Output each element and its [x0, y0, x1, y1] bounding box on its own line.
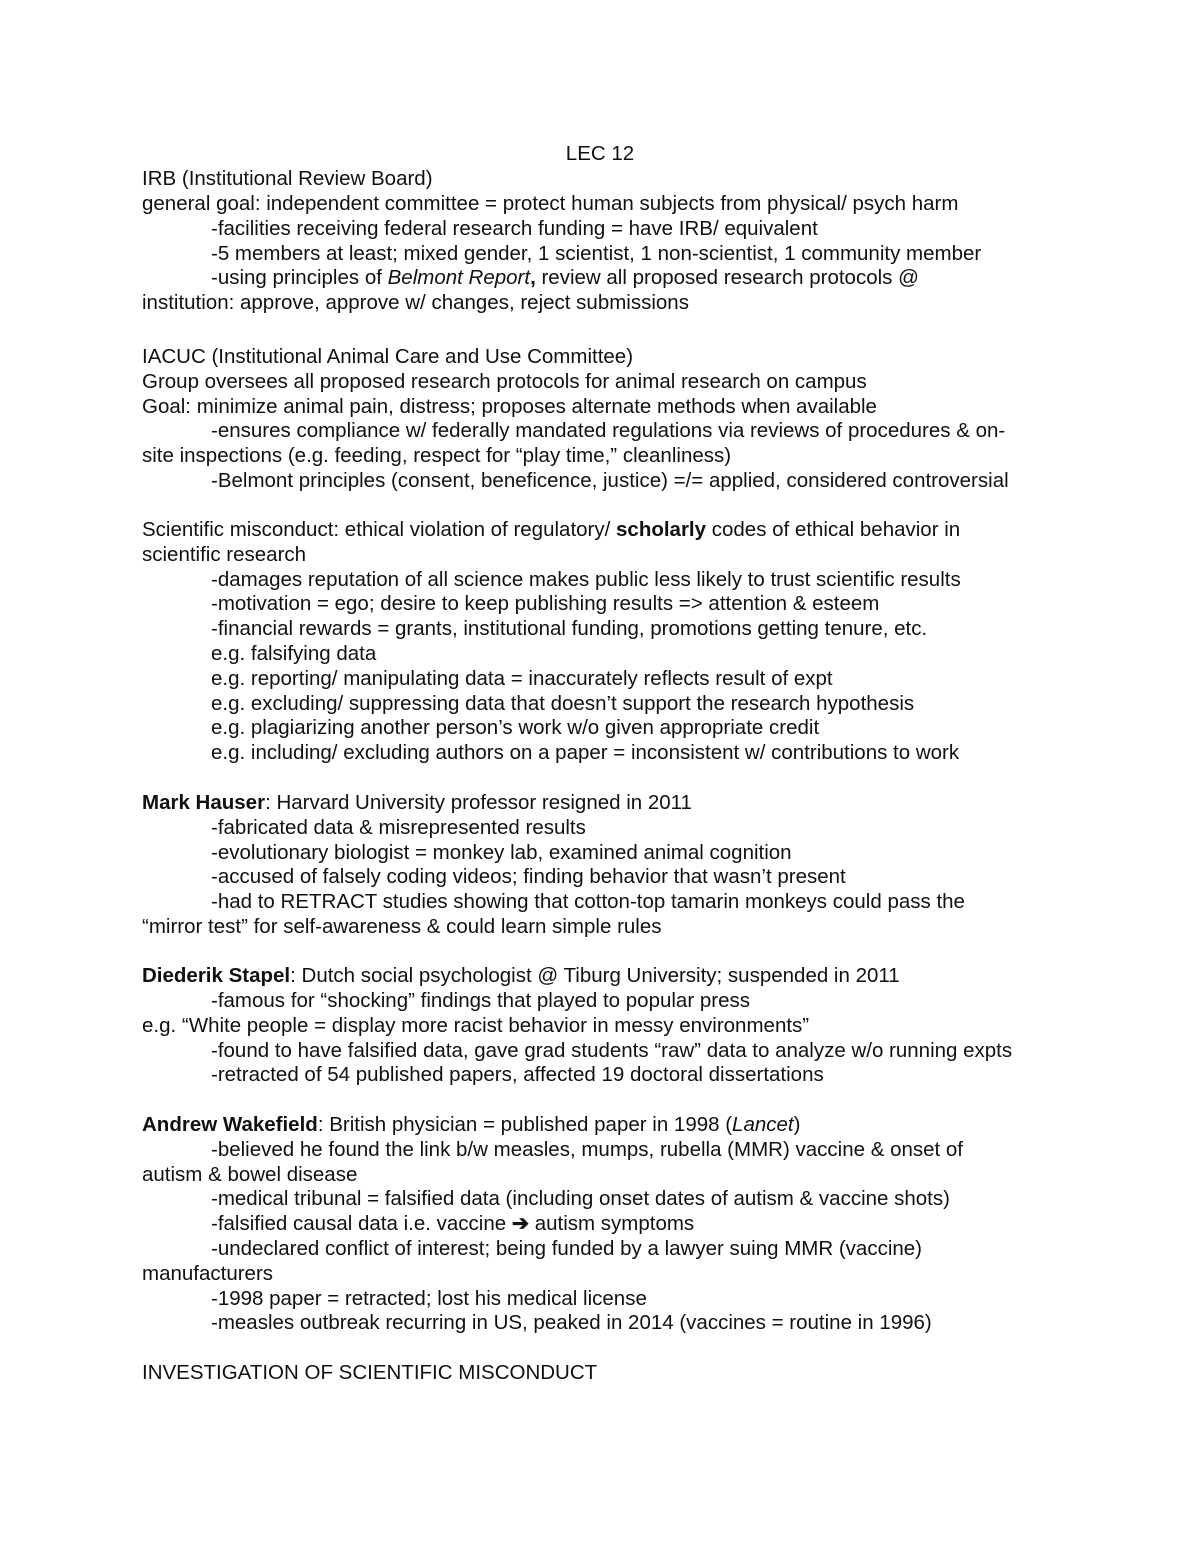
- hauser-item: -fabricated data & misrepresented results: [211, 816, 586, 839]
- misconduct-definition-continued: scientific research: [142, 543, 307, 566]
- misconduct-def-post: codes of ethical behavior in: [706, 518, 961, 541]
- irb-bullet-principles: [211, 266, 919, 290]
- hauser-name: Mark Hauser: [142, 791, 266, 814]
- wakefield-causal-post: autism symptoms: [529, 1212, 695, 1235]
- wakefield-bullet-tribunal: -medical tribunal = falsified data (including onset dates of autism & vaccine shots): [211, 1187, 950, 1210]
- misconduct-definition: [142, 518, 960, 542]
- wakefield-bullet-causal: [211, 1212, 694, 1236]
- misconduct-item: e.g. reporting/ manipulating data = inaccurately reflects result of expt: [211, 667, 833, 690]
- irb-goal: general goal: independent committee = protect human subjects from physical/ psych harm: [142, 192, 959, 215]
- iacuc-bullet-belmont: -Belmont principles (consent, beneficence, justice) =/= applied, considered controversial: [211, 469, 1009, 492]
- belmont-report-title: Belmont Report: [387, 266, 531, 289]
- misconduct-def-pre: Scientific misconduct: ethical violation of regulatory/: [142, 518, 617, 541]
- irb-bullet-members: -5 members at least; mixed gender, 1 scientist, 1 non-scientist, 1 community member: [211, 242, 982, 265]
- misconduct-def-bold: scholarly: [616, 518, 707, 541]
- lancet-title: Lancet: [732, 1113, 794, 1136]
- stapel-heading: [142, 964, 900, 988]
- hauser-item: -evolutionary biologist = monkey lab, examined animal cognition: [211, 841, 792, 864]
- wakefield-desc-post: ): [793, 1113, 801, 1136]
- iacuc-heading: IACUC (Institutional Animal Care and Use Committee): [142, 345, 634, 368]
- stapel-example: e.g. “White people = display more racist behavior in messy environments”: [142, 1014, 810, 1037]
- investigation-heading: INVESTIGATION OF SCIENTIFIC MISCONDUCT: [142, 1361, 598, 1384]
- iacuc-oversight: Group oversees all proposed research protocols for animal research on campus: [142, 370, 867, 393]
- hauser-item-continued: “mirror test” for self-awareness & could learn simple rules: [142, 915, 662, 938]
- misconduct-item: -motivation = ego; desire to keep publishing results => attention & esteem: [211, 592, 880, 615]
- wakefield-heading: [142, 1113, 800, 1137]
- misconduct-item: -financial rewards = grants, institutional funding, promotions getting tenure, etc.: [211, 617, 928, 640]
- stapel-bullet-retracted: -retracted of 54 published papers, affected 19 doctoral dissertations: [211, 1063, 824, 1086]
- hauser-desc: : Harvard University professor resigned in 2011: [265, 791, 692, 814]
- misconduct-item: -damages reputation of all science makes public less likely to trust scientific results: [211, 568, 961, 591]
- stapel-desc: : Dutch social psychologist @ Tiburg University; suspended in 2011: [290, 964, 900, 987]
- iacuc-goal: Goal: minimize animal pain, distress; proposes alternate methods when available: [142, 395, 877, 418]
- misconduct-item: e.g. including/ excluding authors on a paper = inconsistent w/ contributions to work: [211, 741, 960, 764]
- wakefield-desc-pre: : British physician = published paper in 1998 (: [317, 1113, 733, 1136]
- iacuc-compliance-continued: site inspections (e.g. feeding, respect for “play time,” cleanliness): [142, 444, 732, 467]
- hauser-item: -had to RETRACT studies showing that cotton-top tamarin monkeys could pass the: [211, 890, 965, 913]
- wakefield-conflict-continued: manufacturers: [142, 1262, 274, 1285]
- wakefield-link-continued: autism & bowel disease: [142, 1163, 358, 1186]
- stapel-bullet-falsified: -found to have falsified data, gave grad students “raw” data to analyze w/o running expts: [211, 1039, 1013, 1062]
- irb-bullet-funding: -facilities receiving federal research funding = have IRB/ equivalent: [211, 217, 818, 240]
- lecture-title: LEC 12: [565, 142, 635, 165]
- wakefield-bullet-outbreak: -measles outbreak recurring in US, peaked in 2014 (vaccines = routine in 1996): [211, 1311, 932, 1334]
- misconduct-item: e.g. plagiarizing another person’s work w/o given appropriate credit: [211, 716, 820, 739]
- stapel-bullet-famous: -famous for “shocking” findings that played to popular press: [211, 989, 750, 1012]
- wakefield-name: Andrew Wakefield: [142, 1113, 318, 1136]
- irb-principles-post: review all proposed research protocols @: [535, 266, 919, 289]
- irb-principles-continued: institution: approve, approve w/ changes, reject submissions: [142, 291, 689, 314]
- wakefield-bullet-retracted: -1998 paper = retracted; lost his medical license: [211, 1287, 647, 1310]
- wakefield-bullet-link: -believed he found the link b/w measles, mumps, rubella (MMR) vaccine & onset of: [211, 1138, 964, 1161]
- irb-heading: IRB (Institutional Review Board): [142, 167, 433, 190]
- misconduct-item: e.g. excluding/ suppressing data that doesn’t support the research hypothesis: [211, 692, 915, 715]
- stapel-name: Diederik Stapel: [142, 964, 291, 987]
- irb-principles-comma: ,: [530, 266, 536, 289]
- wakefield-bullet-conflict: -undeclared conflict of interest; being funded by a lawyer suing MMR (vaccine): [211, 1237, 923, 1260]
- arrow-right-icon: ➔: [511, 1212, 530, 1235]
- irb-principles-pre: -using principles of: [211, 266, 388, 289]
- hauser-heading: [142, 791, 692, 815]
- iacuc-bullet-compliance: -ensures compliance w/ federally mandated regulations via reviews of procedures & on-: [211, 419, 1006, 442]
- wakefield-causal-pre: -falsified causal data i.e. vaccine: [211, 1212, 512, 1235]
- hauser-item: -accused of falsely coding videos; finding behavior that wasn’t present: [211, 865, 846, 888]
- misconduct-item: e.g. falsifying data: [211, 642, 377, 665]
